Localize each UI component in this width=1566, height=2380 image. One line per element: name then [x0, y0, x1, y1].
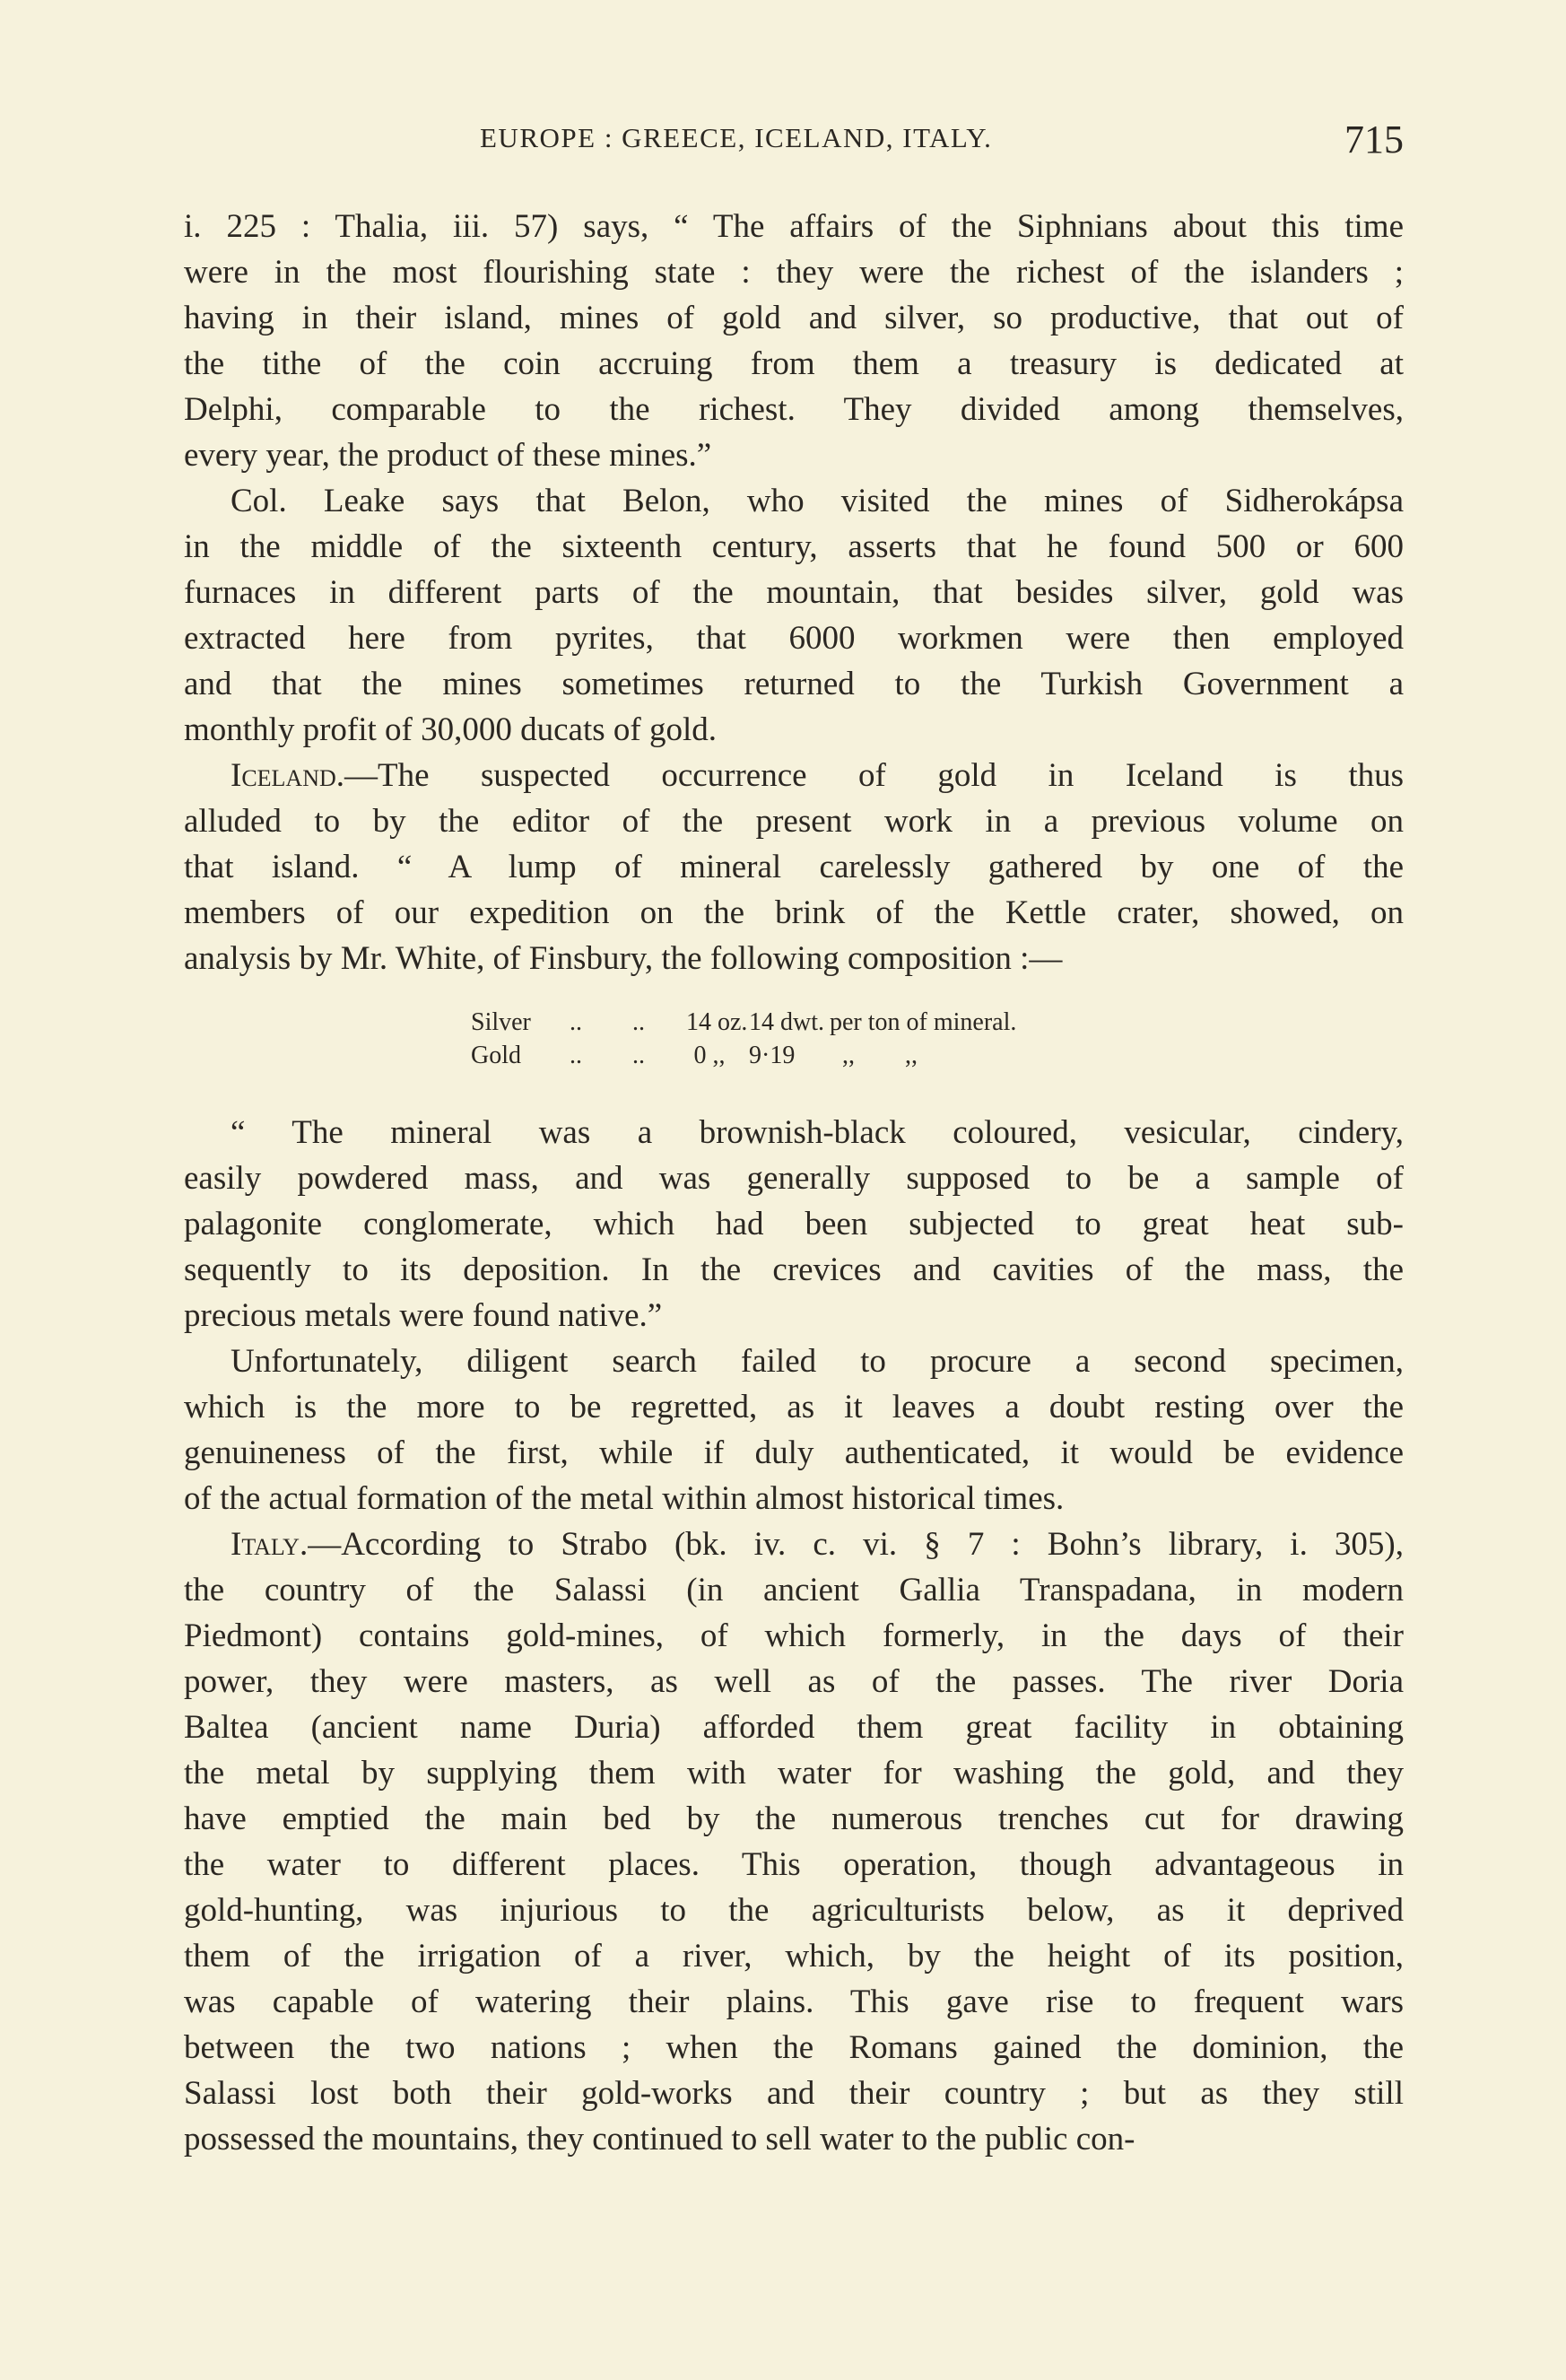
table-row [184, 1006, 1404, 1039]
text-line [184, 661, 1404, 707]
line-text: the metal by supplying them with water for washing the gold, and they [184, 1755, 1404, 1792]
line-text: Col. Leake says that Belon, who visited the mines of Sidherokápsa [231, 483, 1404, 519]
line-text: members of our expedition on the brink of the Kettle crater, showed, on [184, 894, 1404, 931]
line-text: and that the mines sometimes returned to the Turkish Government a [184, 666, 1404, 702]
line-text: analysis by Mr. White, of Finsbury, the following composition :— [184, 940, 1063, 977]
text-line [184, 1155, 1404, 1201]
line-text: Baltea (ancient name Duria) afforded them great facility in obtaining [184, 1709, 1404, 1746]
table-cell: .. [632, 1042, 645, 1069]
line-text: genuineness of the first, while if duly authenticated, it would be evidence [184, 1434, 1404, 1471]
table-cell: .. [632, 1008, 645, 1036]
text-line [184, 707, 1404, 753]
line-text: precious metals were found native.” [184, 1297, 663, 1334]
table-row [184, 1039, 1404, 1072]
text-line [184, 1704, 1404, 1750]
line-text: the tithe of the coin accruing from them a treasury is dedicated at [184, 345, 1404, 382]
line-text: have emptied the main bed by the numerous trenches cut for drawing [184, 1800, 1404, 1837]
line-text: furnaces in different parts of the mountain, that besides silver, gold was [184, 574, 1404, 611]
line-text: were in the most flourishing state : they were the richest of the islanders ; [184, 254, 1404, 291]
text-line [184, 2071, 1404, 2116]
line-text: Delphi, comparable to the richest. They divided among themselves, [184, 391, 1404, 428]
line-text: that island. “ A lump of mineral carelessly gathered by one of the [184, 849, 1404, 885]
line-text: was capable of watering their plains. This gave rise to frequent wars [184, 1983, 1404, 2020]
text-line [184, 478, 1404, 524]
text-line [184, 249, 1404, 295]
paragraph [184, 1338, 1404, 1521]
line-text: them of the irrigation of a river, which, by the height of its position, [184, 1938, 1404, 1975]
text-line [184, 387, 1404, 432]
table-cell: 14 dwt. [749, 1008, 824, 1036]
text-line [184, 1887, 1404, 1933]
text-line [184, 1750, 1404, 1796]
text-line [184, 1933, 1404, 1979]
composition-table [184, 1006, 1404, 1072]
table-cell: Silver [471, 1008, 531, 1036]
table-cell: 14 oz. [686, 1008, 748, 1036]
line-text: alluded to by the editor of the present work in a previous volume on [184, 803, 1404, 840]
text-line [184, 798, 1404, 844]
table-cell: .. [570, 1008, 582, 1036]
text-line [184, 1979, 1404, 2025]
table-cell: per ton of mineral. [830, 1008, 1017, 1036]
table-cell: ,, ,, [830, 1042, 918, 1069]
text-line [184, 295, 1404, 341]
text-line [184, 570, 1404, 615]
text-line [184, 753, 1404, 798]
table-cell: 9·19 [749, 1042, 796, 1069]
line-text: between the two nations ; when the Romans gained the dominion, the [184, 2029, 1404, 2066]
table-cell: .. [570, 1042, 582, 1069]
line-text: possessed the mountains, they continued to sell water to the public con- [184, 2121, 1135, 2158]
text-line [184, 1430, 1404, 1476]
page-number: 715 [1344, 118, 1404, 161]
line-text: —The suspected occurrence of gold in Iceland is thus [344, 757, 1404, 794]
line-text: the water to different places. This operation, though advantageous in [184, 1846, 1404, 1883]
text-line [184, 432, 1404, 478]
paragraph [184, 204, 1404, 478]
page-header [480, 117, 1404, 170]
line-text: palagonite conglomerate, which had been subjected to great heat sub- [184, 1206, 1404, 1242]
text-line [184, 1110, 1404, 1155]
text-line [184, 1796, 1404, 1842]
text-line [184, 524, 1404, 570]
paragraph-group-2 [184, 1110, 1404, 2162]
line-text: Piedmont) contains gold-mines, of which formerly, in the days of their [184, 1617, 1404, 1654]
text-line [184, 2025, 1404, 2071]
text-line [184, 1476, 1404, 1521]
text-line [184, 204, 1404, 249]
text-line [184, 615, 1404, 661]
line-text: Unfortunately, diligent search failed to procure a second specimen, [231, 1343, 1404, 1380]
text-line [184, 936, 1404, 981]
line-text: extracted here from pyrites, that 6000 workmen were then employed [184, 620, 1404, 657]
text-line [184, 1613, 1404, 1659]
line-text: i. 225 : Thalia, iii. 57) says, “ The affairs of the Siphnians about this time [184, 208, 1404, 245]
paragraph-group-1 [184, 204, 1404, 981]
text-line [184, 1659, 1404, 1704]
line-text: the country of the Salassi (in ancient Gallia Transpadana, in modern [184, 1572, 1404, 1608]
text-line [184, 1567, 1404, 1613]
line-text: which is the more to be regretted, as it leaves a doubt resting over the [184, 1389, 1404, 1425]
body-text [184, 204, 1404, 2162]
line-text: —According to Strabo (bk. iv. c. vi. § 7 : Bohn’s library, i. 305), [308, 1526, 1404, 1563]
text-line [184, 890, 1404, 936]
line-text: of the actual formation of the metal within almost historical times. [184, 1480, 1065, 1517]
line-text: gold-hunting, was injurious to the agriculturists below, as it deprived [184, 1892, 1404, 1929]
line-text: Salassi lost both their gold-works and their country ; but as they still [184, 2075, 1404, 2112]
paragraph [184, 478, 1404, 753]
table-cell: 0 ,, [693, 1042, 726, 1069]
table-cell: Gold [471, 1042, 521, 1069]
line-text: in the middle of the sixteenth century, asserts that he found 500 or 600 [184, 528, 1404, 565]
section-lead: Iceland. [231, 757, 345, 794]
running-title: EUROPE : GREECE, ICELAND, ITALY. [480, 122, 993, 153]
text-line [184, 844, 1404, 890]
text-line [184, 1338, 1404, 1384]
text-line [184, 2116, 1404, 2162]
paragraph [184, 753, 1404, 981]
line-text: power, they were masters, as well as of the passes. The river Doria [184, 1663, 1404, 1700]
text-line [184, 1384, 1404, 1430]
text-line [184, 341, 1404, 387]
section-lead: Italy. [231, 1526, 309, 1563]
text-line [184, 1247, 1404, 1293]
line-text: monthly profit of 30,000 ducats of gold. [184, 711, 717, 748]
paragraph [184, 1110, 1404, 1338]
line-text: sequently to its deposition. In the crevices and cavities of the mass, the [184, 1251, 1404, 1288]
line-text: easily powdered mass, and was generally supposed to be a sample of [184, 1160, 1404, 1197]
text-line [184, 1842, 1404, 1887]
text-line [184, 1201, 1404, 1247]
line-text: “ The mineral was a brownish-black coloured, vesicular, cindery, [231, 1114, 1404, 1151]
text-line [184, 1293, 1404, 1338]
paragraph [184, 1521, 1404, 2162]
line-text: having in their island, mines of gold and silver, so productive, that out of [184, 300, 1404, 336]
text-line [184, 1521, 1404, 1567]
line-text: every year, the product of these mines.” [184, 437, 712, 474]
